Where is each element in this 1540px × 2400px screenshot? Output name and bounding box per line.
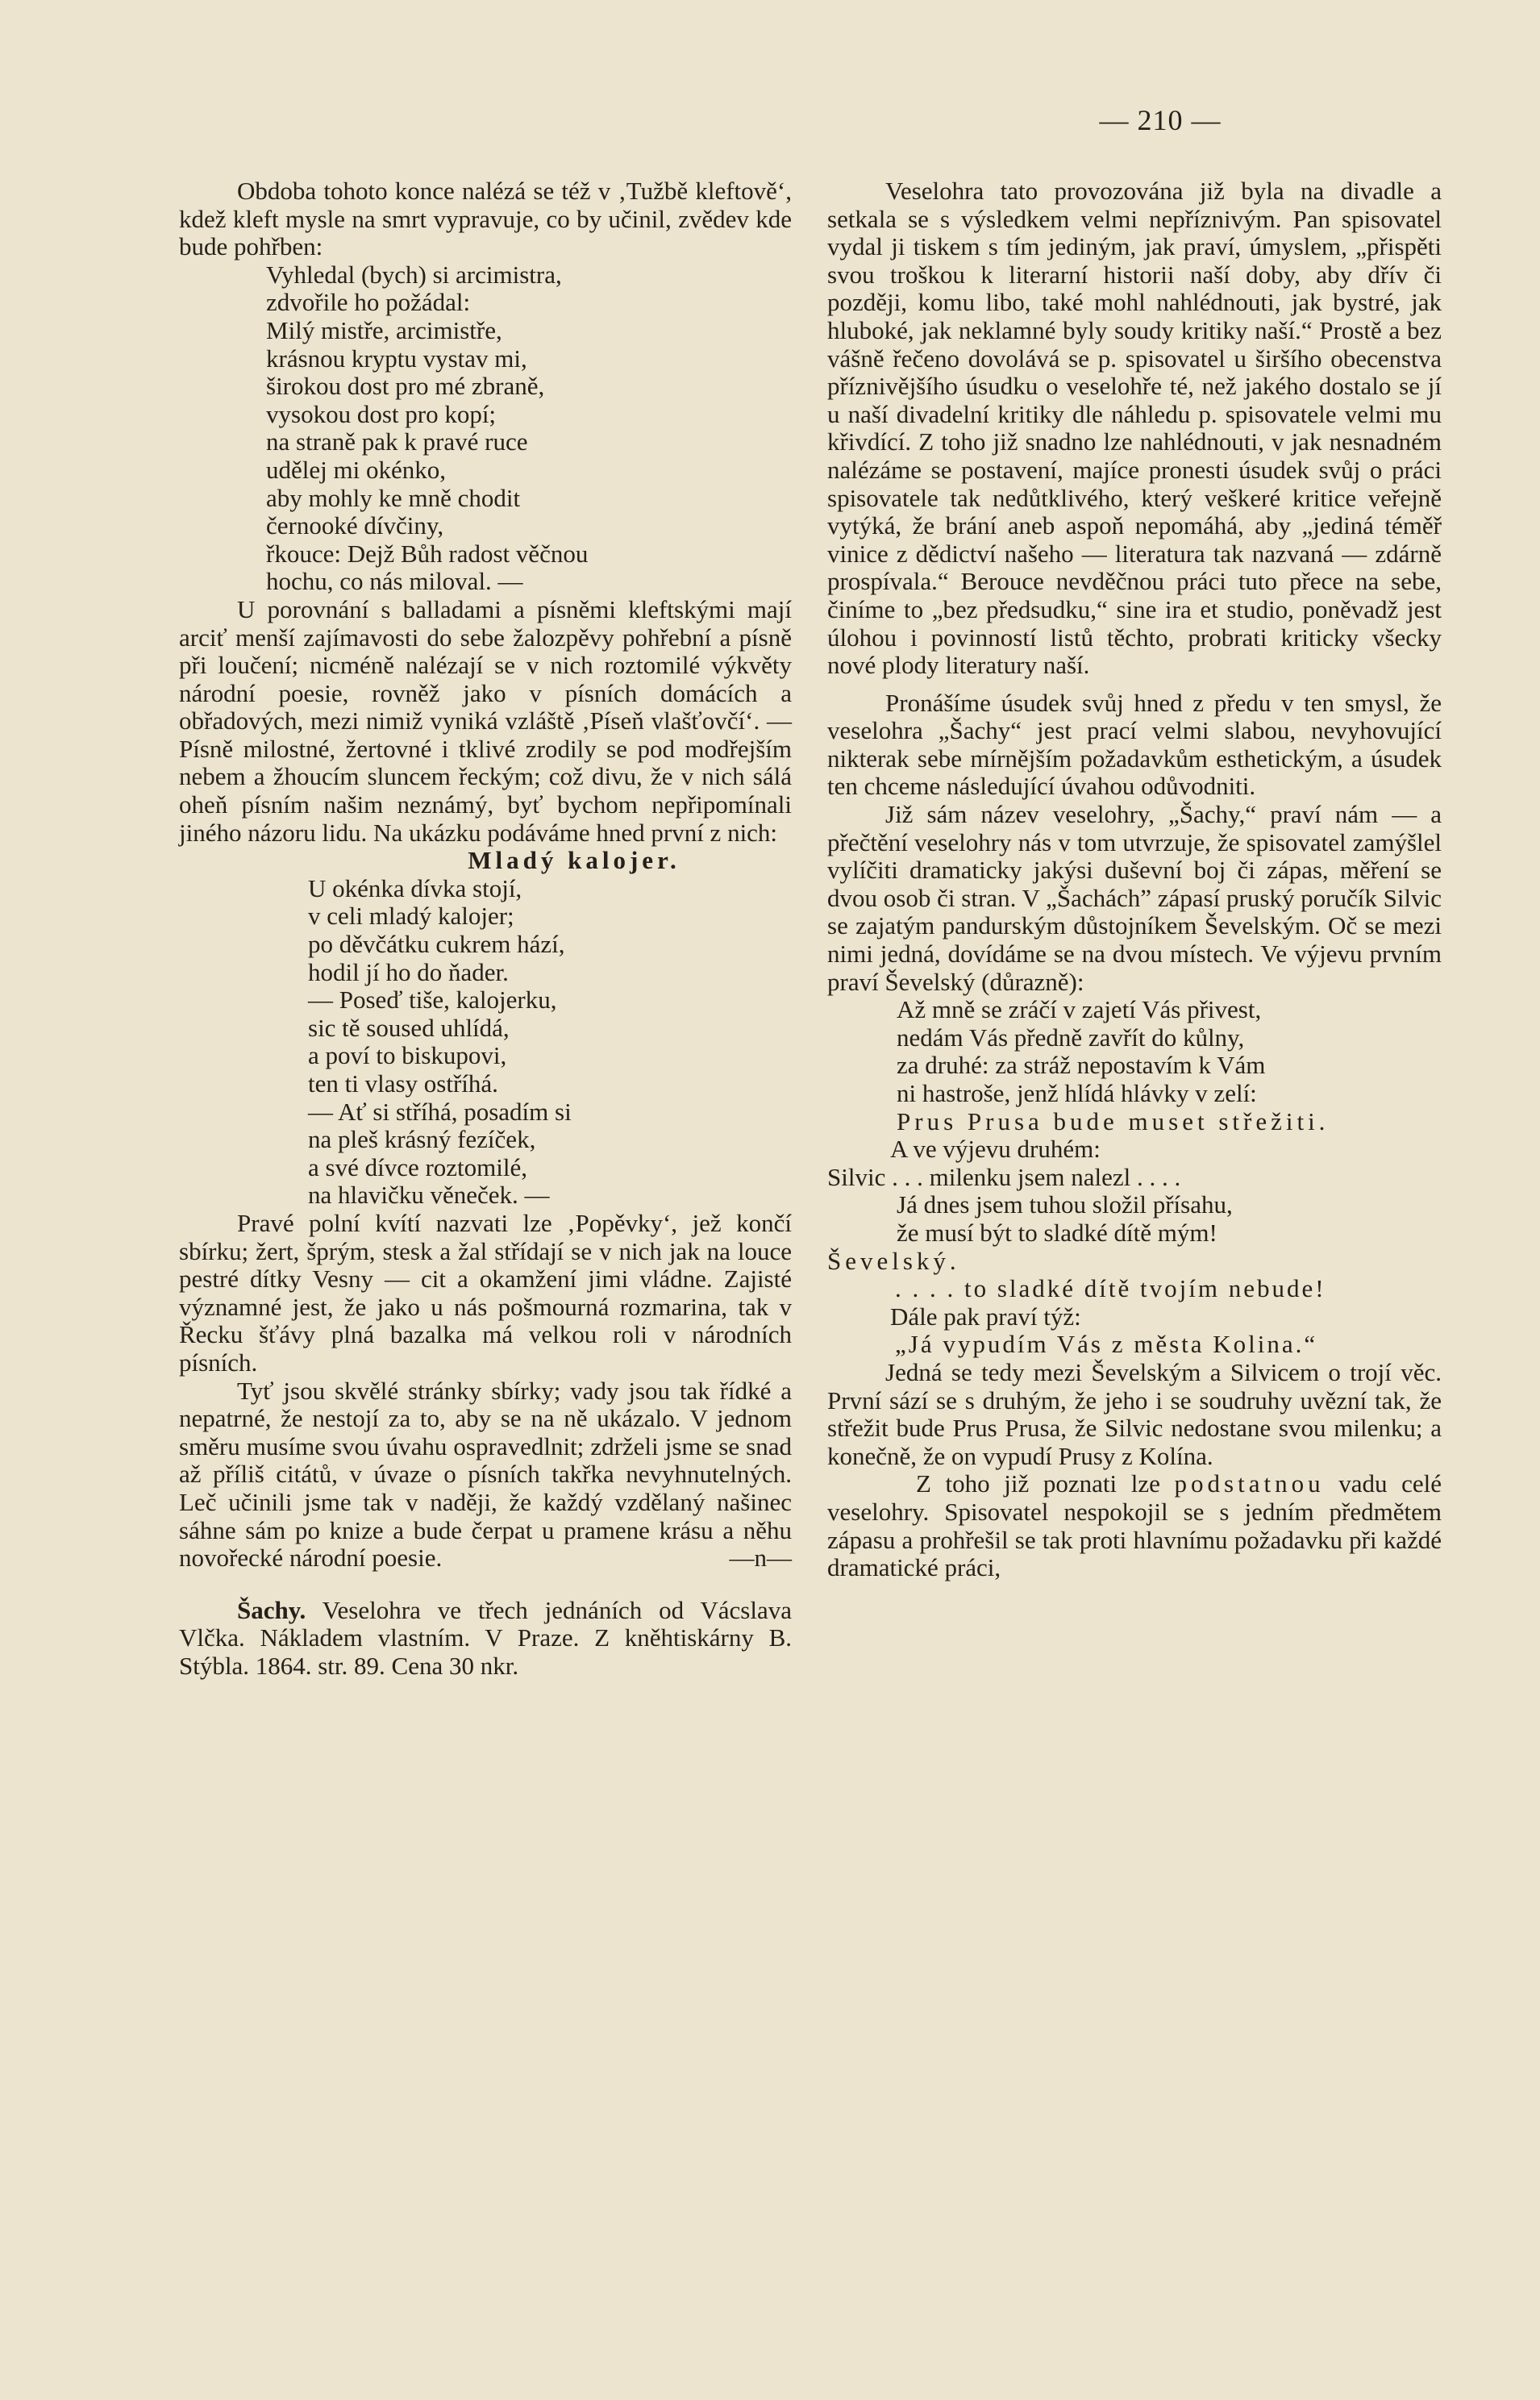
paragraph: Obdoba tohoto konce nalézá se též v ‚Tužbě kleftově‘, kdež kleft mysle na smrt vypravuje, co by učinil, zvědev kde bude pohřben: bbox=[179, 177, 792, 261]
verse-line: po děvčátku cukrem hází, bbox=[308, 930, 565, 959]
quote-silvic bbox=[827, 1191, 1442, 1247]
verse-kleft bbox=[179, 261, 792, 596]
verse-line: nedám Vás předně zavřít do kůlny, bbox=[897, 1023, 1245, 1052]
verse-line: Až mně se zráčí v zajetí Vás přivest, bbox=[897, 995, 1262, 1024]
verse-line: — Poseď tiše, kalojerku, bbox=[308, 985, 557, 1015]
verse-line: zdvořile ho požádal: bbox=[266, 288, 471, 317]
verse-line: Já dnes jsem tuhou složil přísahu, bbox=[897, 1190, 1233, 1219]
paragraph-text: vadu celé veselohry. Spisovatel nespokojil se s jedním předmětem zápasu a prohřešil se tak proti hlavnímu požadavku při každé dramatické práci, bbox=[827, 1469, 1442, 1582]
emphasis: podstatnou bbox=[1174, 1469, 1325, 1498]
spacer bbox=[827, 680, 1442, 690]
verse-line: hodil jí ho do ňader. bbox=[308, 957, 509, 986]
paragraph-text: Tyť jsou skvělé stránky sbírky; vady jsou tak řídké a nepatrné, že nestojí za to, aby se na ně ukázalo. V jednom směru musíme svou úvahu ospravedlnit; zdrželi jsme se snad až příliš citátů, v úvaze o písních takřka nevyhnutelných. Leč učinili jsme tak v naději, že každý vzdělaný našinec sáhne sám po knize a bude čerpat u pramene krásu a něhu novořecké národní poesie. bbox=[179, 1376, 792, 1573]
verse-line: na hlavičku věneček. — bbox=[308, 1181, 550, 1210]
paragraph bbox=[179, 1377, 792, 1573]
quote-sevelsky bbox=[827, 996, 1442, 1135]
paragraph: Pronášíme úsudek svůj hned z předu v ten smysl, že veselohra „Šachy“ jest prací velmi slabou, nevyhovující nikterak sebe mírnějším požadavkům esthetickým, a úsudek ten chceme následující úvahou odůvodniti. bbox=[827, 688, 1442, 801]
verse-line: za druhé: za stráž nepostavím k Vám bbox=[897, 1051, 1266, 1080]
verse-line: širokou dost pro mé zbraně, bbox=[266, 372, 545, 401]
verse-title: Mladý kalojer. bbox=[468, 846, 681, 875]
verse-line: U okénka dívka stojí, bbox=[308, 873, 522, 902]
verse-line: — Ať si stříhá, posadím si bbox=[308, 1097, 572, 1126]
verse-line: a poví to biskupovi, bbox=[308, 1041, 507, 1070]
verse-line: vysokou dost pro kopí; bbox=[266, 399, 497, 428]
speaker-silvic: Silvic . . . milenku jsem nalezl . . . . bbox=[827, 1162, 1181, 1191]
spacer bbox=[179, 1573, 792, 1597]
verse-line: ten ti vlasy ostříhá. bbox=[308, 1069, 498, 1098]
review-title: Šachy. bbox=[237, 1595, 306, 1624]
verse-line: Milý mistře, arcimistře, bbox=[266, 315, 502, 344]
verse-line: sic tě soused uhlídá, bbox=[308, 1013, 510, 1042]
paragraph: Jedná se tedy mezi Ševelským a Silvicem o trojí věc. První sází se s druhým, že jeho i se soudruhy uvězní tak, že střežit bude Prus Prusa, že Silvic nedostane svou milenku; a konečně, že on vypudí Prusy z Kolína. bbox=[827, 1357, 1442, 1470]
paragraph-text: Z toho již poznati lze bbox=[916, 1469, 1175, 1498]
review-heading bbox=[179, 1597, 792, 1681]
speaker-sevelsky: Ševelský. bbox=[827, 1246, 960, 1275]
paragraph: Dále pak praví týž: bbox=[890, 1302, 1081, 1331]
paragraph: Pravé polní kvítí nazvati lze ‚Popěvky‘, jež končí sbírku; žert, šprým, stesk a žal střídají se v nich jak na louce pestré dítky Vesny — cit a okamžení jimi vládne. Zajisté významné jest, že jako u nás pošmourná rozmarina, tak v Řecku šťávy plná bazalka má velkou roli v národních písních. bbox=[179, 1208, 792, 1377]
verse-line: Vyhledal (bych) si arcimistra, bbox=[266, 260, 562, 289]
verse-line: udělej mi okénko, bbox=[266, 455, 446, 484]
verse-line: aby mohly ke mně chodit bbox=[266, 483, 521, 512]
verse-line: hochu, co nás miloval. — bbox=[266, 567, 523, 596]
paragraph: A ve výjevu druhém: bbox=[890, 1135, 1101, 1164]
verse-kalojer bbox=[179, 847, 792, 1210]
verse-line-spaced: . . . . to sladké dítě tvojím nebude! bbox=[895, 1274, 1326, 1303]
verse-line: černooké dívčiny, bbox=[266, 511, 444, 540]
signature: —n— bbox=[729, 1544, 792, 1573]
review-bibliography: Veselohra ve třech jednáních od Vácslava Vlčka. Nákladem vlastním. V Praze. Z kněhtiskárny B. Stýbla. 1864. str. 89. Cena 30 nkr. bbox=[179, 1595, 792, 1680]
page-number: — 210 — bbox=[1099, 104, 1222, 136]
paragraph: Veselohra tato provozována již byla na divadle a setkala se s výsledkem velmi nepříznivým. Pan spisovatel vydal ji tiskem s tím jediným, jak praví, úmyslem, „přispěti svou troškou k literarní historii naší doby, aby dřív či později, komu libo, také mohl nahlédnouti, jak bystré, jak hluboké, jak neklamné byly soudy kritiky naší.“ Prostě a bez vášně řečeno dovolává se p. spisovatel u širšího obecenstva příznivějšího úsudku o veselohře té, než jakého dostalo se jí u naší divadelní kritiky dle náhledu p. spisovatele velmi mu křivdící. Z toho již snadno lze nahlédnouti, v jak nesnadném nalézáme se postavení, majíce pronesti úsudek svůj o práci spisovatele tak nedůtklivého, který veškeré kritice veřejně vytýká, že brání aneb aspoň nepomáhá, aby „jediná téměř vinice z dědictví našeho — literatura tak nazvaná — zdárně prospívala.“ Berouce nevděčnou práci tuto přece na sebe, činíme to „bez předsudku,“ sine ira et studio, poněvadž jest úlohou i povinností listů těchto, probrati kriticky všecky nové plody literatury naší. bbox=[827, 177, 1442, 680]
paragraph: U porovnání s balladami a písněmi kleftskými mají arciť menší zajímavosti do sebe žalozpěvy pohřební a písně při loučení; nicméně nalézají se v nich roztomilé výkvěty národní poesie, rovněž jako v písních domácích a obřadových, mezi nimiž vyniká vzláště ‚Píseň vlašťovčí‘. — Písně milostné, žertovné i tklivé zrodily se pod modřejším nebem a žhoucím sluncem řeckým; což divu, že v nich sálá oheň písním našim neznámý, byť bychom nepřipomínali jiného názoru lidu. Na ukázku podáváme hned první z nich: bbox=[179, 594, 792, 847]
verse-line: krásnou kryptu vystav mi, bbox=[266, 344, 527, 373]
verse-line: na pleš krásný fezíček, bbox=[308, 1125, 536, 1154]
paragraph bbox=[827, 1470, 1442, 1581]
verse-line: řkouce: Dejž Bůh radost věčnou bbox=[266, 539, 589, 568]
verse-line: že musí být to sladké dítě mým! bbox=[897, 1218, 1217, 1247]
verse-line-spaced: Prus Prusa bude muset střežiti. bbox=[897, 1106, 1330, 1135]
verse-line: ni hastroše, jenž hlídá hlávky v zelí: bbox=[897, 1079, 1257, 1107]
verse-line: na straně pak k pravé ruce bbox=[266, 427, 528, 456]
left-column bbox=[179, 177, 792, 1680]
paragraph: Již sám název veselohry, „Šachy,“ praví nám — a přečtění veselohry nás v tom utvrzuje, že spisovatel zamýšlel vylíčiti dramaticky jakýsi duševní boj či zápas, měření se dvou osob či stran. V „Šacháchˮ zápasí pruský poručík Silvic se zajatým pandurským důstojníkem Ševelským. Oč se mezi nimi jedná, dovídáme se na dvou místech. Ve výjevu prvním praví Ševelský (důrazně): bbox=[827, 800, 1442, 996]
verse-line: v celi mladý kalojer; bbox=[308, 902, 514, 931]
quote-kolin: „Já vypudím Vás z města Kolina.“ bbox=[895, 1330, 1318, 1359]
verse-line: a své dívce roztomilé, bbox=[308, 1152, 528, 1181]
right-column bbox=[827, 177, 1442, 1582]
